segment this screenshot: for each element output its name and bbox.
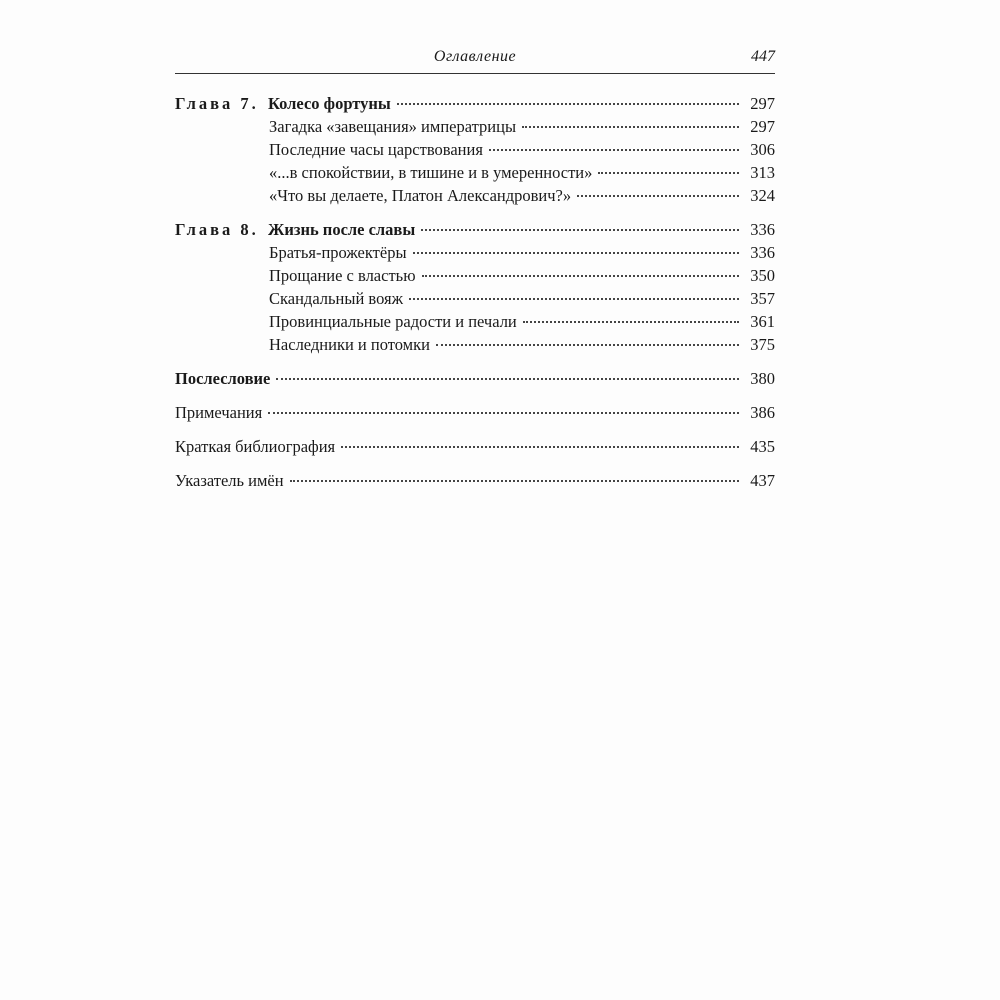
running-header bbox=[175, 48, 775, 72]
dot-leader bbox=[489, 149, 739, 151]
page-number: 324 bbox=[750, 186, 775, 205]
page-number: 350 bbox=[750, 266, 775, 285]
toc-notes[interactable] bbox=[175, 401, 775, 424]
page-number: 336 bbox=[750, 220, 775, 239]
dot-leader bbox=[523, 321, 739, 323]
header-page-number: 447 bbox=[751, 48, 775, 65]
page-number: 435 bbox=[750, 437, 775, 456]
header-rule bbox=[175, 73, 775, 74]
page-number: 357 bbox=[750, 289, 775, 308]
page-number: 297 bbox=[750, 117, 775, 136]
toc-bibliography[interactable] bbox=[175, 435, 775, 458]
dot-leader bbox=[290, 480, 739, 482]
dot-leader bbox=[276, 378, 739, 380]
section-title: Провинциальные радости и печали bbox=[269, 312, 517, 331]
section-title: «...в спокойствии, в тишине и в умеренности» bbox=[269, 163, 593, 182]
section-title: Последние часы царствования bbox=[269, 140, 483, 159]
section-title: Братья-прожектёры bbox=[269, 243, 407, 262]
page-number: 313 bbox=[750, 163, 775, 182]
dot-leader bbox=[268, 412, 739, 414]
table-of-contents bbox=[175, 92, 775, 492]
dot-leader bbox=[422, 275, 739, 277]
section-title: Скандальный вояж bbox=[269, 289, 404, 308]
dot-leader bbox=[409, 298, 739, 300]
dot-leader bbox=[577, 195, 739, 197]
header-title: Оглавление bbox=[433, 48, 517, 65]
toc-section[interactable] bbox=[175, 264, 775, 287]
section-title: Загадка «завещания» императрицы bbox=[269, 117, 517, 136]
bibliography-title: Краткая библиография bbox=[175, 437, 336, 456]
section-title: Прощание с властью bbox=[269, 266, 416, 285]
index-title: Указатель имён bbox=[175, 471, 284, 490]
dot-leader bbox=[522, 126, 739, 128]
chapter-number: Глава 7. bbox=[175, 94, 259, 113]
afterword-title: Послесловие bbox=[175, 369, 271, 388]
page-number: 437 bbox=[750, 471, 775, 490]
chapter-title: Колесо фортуны bbox=[268, 94, 391, 113]
toc-index[interactable] bbox=[175, 469, 775, 492]
toc-section[interactable] bbox=[175, 115, 775, 138]
section-title: «Что вы делаете, Платон Александрович?» bbox=[269, 186, 572, 205]
toc-section[interactable] bbox=[175, 184, 775, 207]
toc-section[interactable] bbox=[175, 241, 775, 264]
toc-section[interactable] bbox=[175, 138, 775, 161]
dot-leader bbox=[421, 229, 739, 231]
toc-chapter-8[interactable] bbox=[175, 218, 775, 241]
toc-section[interactable] bbox=[175, 287, 775, 310]
page-number: 297 bbox=[750, 94, 775, 113]
notes-title: Примечания bbox=[175, 403, 263, 422]
chapter-number: Глава 8. bbox=[175, 220, 259, 239]
dot-leader bbox=[598, 172, 739, 174]
dot-leader bbox=[341, 446, 739, 448]
toc-section[interactable] bbox=[175, 333, 775, 356]
page-number: 361 bbox=[750, 312, 775, 331]
dot-leader bbox=[397, 103, 739, 105]
page-number: 380 bbox=[750, 369, 775, 388]
section-title: Наследники и потомки bbox=[269, 335, 430, 354]
toc-chapter-7[interactable] bbox=[175, 92, 775, 115]
chapter-title: Жизнь после славы bbox=[268, 220, 416, 239]
dot-leader bbox=[413, 252, 739, 254]
page-number: 375 bbox=[750, 335, 775, 354]
dot-leader bbox=[436, 344, 739, 346]
page-number: 386 bbox=[750, 403, 775, 422]
toc-afterword[interactable] bbox=[175, 367, 775, 390]
toc-section[interactable] bbox=[175, 161, 775, 184]
page-number: 306 bbox=[750, 140, 775, 159]
page-number: 336 bbox=[750, 243, 775, 262]
toc-section[interactable] bbox=[175, 310, 775, 333]
